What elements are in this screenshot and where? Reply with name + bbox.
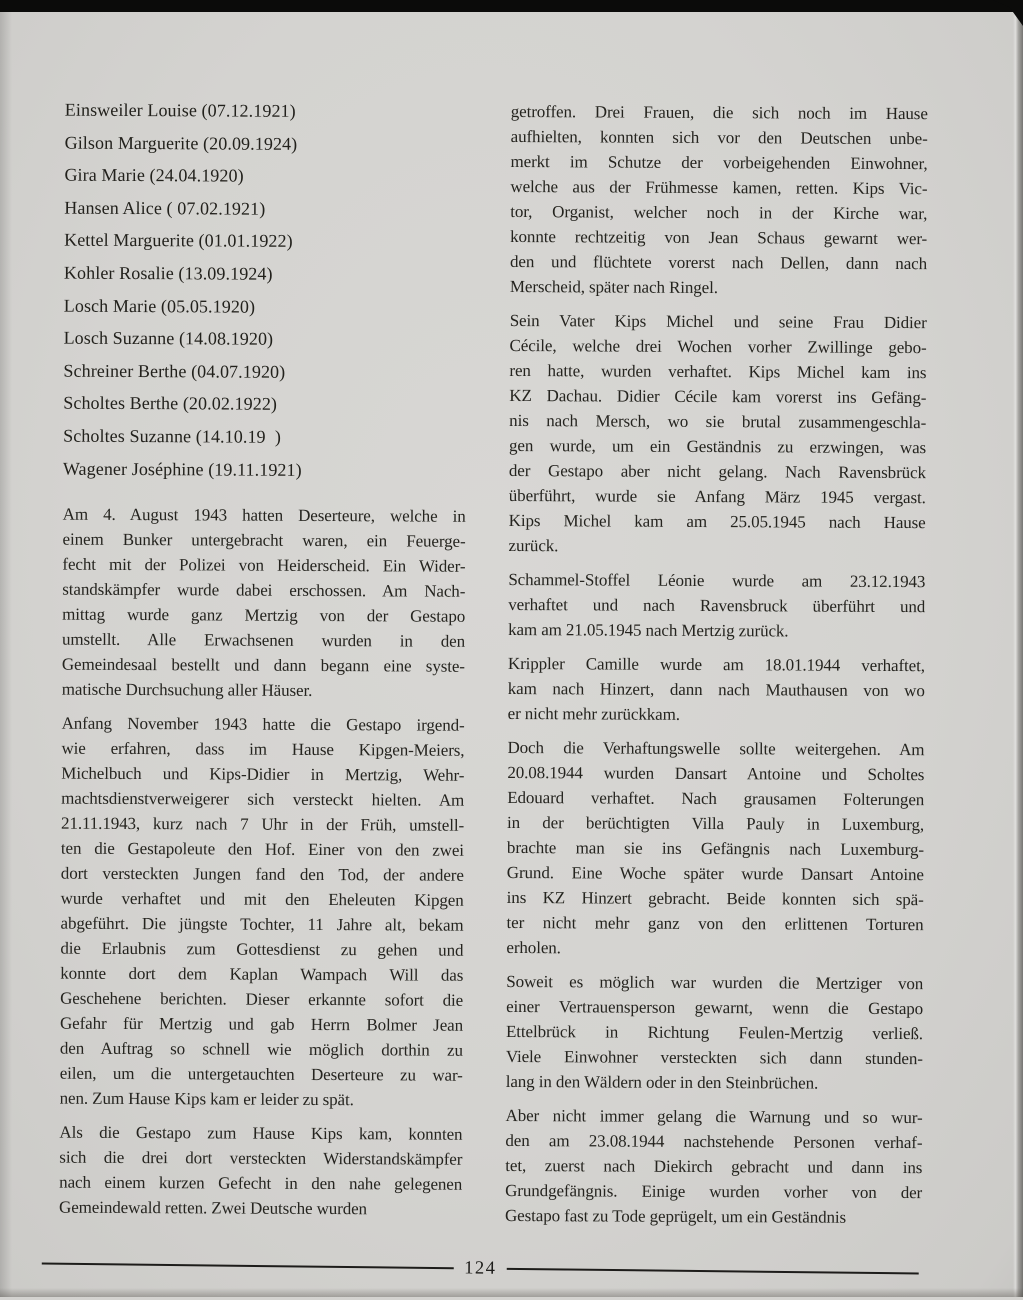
- name-list-item: Losch Marie (05.05.1920): [63, 295, 256, 317]
- text-line: ins KZ Hinzert gebracht. Beide konnten sich spä-: [506, 887, 924, 910]
- text-line: Cécile, welche drei Wochen vorher Zwillinge gebo-: [509, 335, 927, 358]
- text-line: den Auftrag so schnell wie möglich dorthin zu: [59, 1038, 463, 1060]
- paragraph: [508, 567, 925, 644]
- text-line: der Gestapo aber nicht gelang. Nach Ravensbrück: [508, 460, 926, 483]
- text-line: den und flüchtete vorerst nach Dellen, dann nach: [509, 251, 928, 274]
- paragraph: [508, 308, 926, 560]
- name-list-item: Scholtes Suzanne (14.10.19 ): [63, 425, 282, 447]
- text-line: tet, zuerst nach Diekirch gebracht und dann ins: [505, 1155, 923, 1178]
- name-list-item: Kohler Rosalie (13.09.1924): [63, 262, 273, 284]
- arrested-names-list: [63, 94, 468, 487]
- text-line: Edouard verhaftet. Nach grausamen Folterungen: [507, 787, 925, 810]
- text-line: Grundgefängnis. Einige wurden vorher von der: [505, 1180, 923, 1203]
- text-line: kam nach Hinzert, dann nach Mauthausen von wo: [507, 678, 925, 701]
- text-line: nis nach Mersch, wo sie brutal zusammengeschla-: [509, 410, 927, 433]
- text-line: ten die Gestapoleute den Hof. Einer von den zwei: [60, 838, 464, 860]
- footer-rule-left: [42, 1263, 454, 1270]
- text-line: standskämpfer wurde dabei erschossen. Am Nach-: [62, 579, 466, 601]
- text-line: umstellt. Alle Erwachsenen wurden in den: [61, 629, 466, 651]
- left-column-paragraphs: [59, 502, 466, 1222]
- text-line: matische Durchsuchung aller Häuser.: [61, 679, 313, 701]
- footer-rule-right: [506, 1268, 918, 1275]
- name-list-item: Gira Marie (24.04.1920): [64, 164, 244, 186]
- text-line: Als die Gestapo zum Hause Kips kam, konnten: [59, 1122, 463, 1144]
- name-list-item: Schreiner Berthe (04.07.1920): [63, 360, 286, 382]
- name-list-item: Wagener Joséphine (19.11.1921): [62, 458, 302, 480]
- right-column-paragraphs: [505, 99, 928, 1230]
- text-line: den am 23.08.1944 nachstehende Personen verhaf-: [505, 1130, 923, 1153]
- name-list-item: Gilson Marguerite (20.09.1924): [64, 132, 298, 154]
- text-line: konnte rechtzeitig von Jean Schaus gewarnt wer-: [510, 226, 928, 249]
- page-number: 124: [464, 1258, 497, 1279]
- text-line: in der berüchtigten Villa Pauly in Luxemburg,: [507, 812, 925, 835]
- text-line: Ettelbrück in Richtung Feulen-Mertzig verließ.: [505, 1021, 924, 1044]
- text-line: Gemeindesaal bestellt und dann begann eine syste-: [61, 654, 465, 676]
- text-line: Merscheid, später nach Ringel.: [509, 276, 718, 298]
- text-line: aufhielten, konnten sich vor den Deutschen unbe-: [510, 126, 928, 149]
- text-line: überführt, wurde sie Anfang März 1945 vergast.: [508, 485, 926, 508]
- paragraph: [508, 651, 925, 728]
- text-line: mittag wurde ganz Mertzig von der Gestapo: [62, 604, 466, 626]
- text-line: welche aus der Frühmesse kamen, retten. Kips Vic-: [510, 176, 928, 199]
- text-line: fecht mit der Polizei von Heiderscheid. Ein Wider-: [62, 554, 466, 576]
- text-line: gen wurde, um ein Geständnis zu erzwingen, was: [509, 435, 927, 458]
- text-line: Aber nicht immer gelang die Warnung und so wur-: [505, 1105, 923, 1128]
- text-line: tor, Organist, welcher noch in der Kirche war,: [510, 201, 928, 224]
- scan-top-edge: [0, 0, 1023, 12]
- text-line: zurück.: [508, 535, 559, 556]
- text-line: die Erlaubnis zum Gottesdienst zu gehen und: [60, 938, 464, 960]
- name-list-item: Scholtes Berthe (20.02.1922): [63, 392, 278, 415]
- paragraph: [505, 1103, 923, 1230]
- text-line: eilen, um die untergetauchten Deserteure zu war-: [59, 1063, 463, 1085]
- name-list-item: Losch Suzanne (14.08.1920): [63, 327, 274, 349]
- name-list-item: Hansen Alice ( 07.02.1921): [64, 197, 266, 219]
- text-line: einer Vertrauensperson gewarnt, wenn die Gestapo: [506, 996, 924, 1019]
- text-line: Krippler Camille wurde am 18.01.1944 verhaftet,: [507, 653, 925, 676]
- text-line: erholen.: [506, 937, 561, 958]
- text-line: verhaftet und nach Ravensbruck überführt und: [508, 594, 926, 617]
- text-line: abgeführt. Die jüngste Tochter, 11 Jahre alt, bekam: [60, 913, 464, 935]
- text-line: Sein Vater Kips Michel und seine Frau Didier: [509, 310, 927, 333]
- text-line: lang in den Wäldern oder in den Steinbrüchen.: [505, 1071, 819, 1093]
- text-line: er nicht mehr zurückkam.: [507, 703, 680, 724]
- text-line: Doch die Verhaftungswelle sollte weitergehen. Am: [507, 737, 925, 760]
- scan-left-edge: [0, 0, 12, 1297]
- paragraph: [59, 1120, 463, 1222]
- page-footer: [42, 1254, 919, 1284]
- text-line: nen. Zum Hause Kips kam er leider zu spät.: [59, 1088, 354, 1110]
- text-line: Viele Einwohner versteckten sich dann stunden-: [505, 1046, 923, 1069]
- text-line: ter nicht mehr ganz von den erlittenen Torturen: [506, 912, 924, 935]
- left-column: [59, 94, 468, 1231]
- text-line: getroffen. Drei Frauen, die sich noch im Hause: [510, 101, 928, 124]
- text-line: 21.11.1943, kurz nach 7 Uhr in der Früh, umstell-: [61, 813, 465, 835]
- text-line: nach einem kurzen Gefecht in den nahe gelegenen: [59, 1172, 463, 1194]
- text-line: merkt im Schutze der vorbeigehenden Einwohner,: [510, 151, 928, 174]
- text-line: brachte man sie ins Gefängnis nach Luxemburg-: [506, 837, 925, 860]
- text-line: Schammel-Stoffel Léonie wurde am 23.12.1943: [508, 569, 926, 592]
- text-line: ren hatte, wurden verhaftet. Kips Michel kam ins: [509, 360, 927, 383]
- paragraph: [60, 711, 465, 1113]
- text-line: Kips Michel kam am 25.05.1945 nach Hause: [508, 510, 926, 533]
- paragraph: [62, 502, 466, 704]
- scan-right-edge: [1013, 0, 1023, 1297]
- text-line: konnte dort dem Kaplan Wampach Will das: [60, 963, 464, 985]
- text-line: Gemeindewald retten. Zwei Deutsche wurden: [59, 1197, 368, 1219]
- text-line: Gestapo fast zu Tode geprügelt, um ein Geständnis: [504, 1205, 847, 1227]
- text-line: Grund. Eine Woche später wurde Dansart Antoine: [506, 862, 924, 885]
- paragraph: [506, 735, 924, 962]
- paragraph: [506, 969, 924, 1096]
- text-line: KZ Dachau. Didier Cécile kam vorerst ins Gefäng-: [509, 385, 927, 408]
- text-line: Geschehene berichten. Dieser erkannte sofort die: [60, 988, 464, 1010]
- name-list-item: Kettel Marguerite (01.01.1922): [64, 230, 293, 252]
- text-line: Am 4. August 1943 hatten Deserteure, welche in: [62, 504, 466, 526]
- text-line: kam am 21.05.1945 nach Mertzig zurück.: [508, 619, 789, 641]
- right-column: [505, 99, 928, 1239]
- text-line: wie erfahren, dass im Hause Kipgen-Meiers,: [61, 738, 465, 760]
- text-line: dort versteckten Jungen fand den Tod, der andere: [60, 863, 464, 885]
- scan-bottom-edge: [0, 1288, 1023, 1297]
- text-line: Michelbuch und Kips-Didier in Mertzig, Wehr-: [61, 763, 465, 785]
- text-line: 20.08.1944 wurden Dansart Antoine und Scholtes: [507, 762, 925, 785]
- text-line: Anfang November 1943 hatte die Gestapo irgend-: [61, 713, 465, 735]
- text-line: wurde verhaftet und mit den Eheleuten Kipgen: [60, 888, 464, 910]
- text-line: Gefahr für Mertzig und gab Herrn Bolmer Jean: [59, 1013, 464, 1035]
- text-line: einem Bunker untergebracht waren, ein Feuerge-: [62, 529, 466, 551]
- paragraph: [510, 99, 928, 301]
- text-line: sich die drei dort versteckten Widerstandskämpfer: [59, 1147, 463, 1169]
- name-list-item: Einsweiler Louise (07.12.1921): [64, 99, 296, 121]
- text-line: Soweit es möglich war wurden die Mertziger von: [506, 971, 924, 994]
- text-line: machtsdienstverweigerer sich versteckt hielten. Am: [61, 788, 465, 810]
